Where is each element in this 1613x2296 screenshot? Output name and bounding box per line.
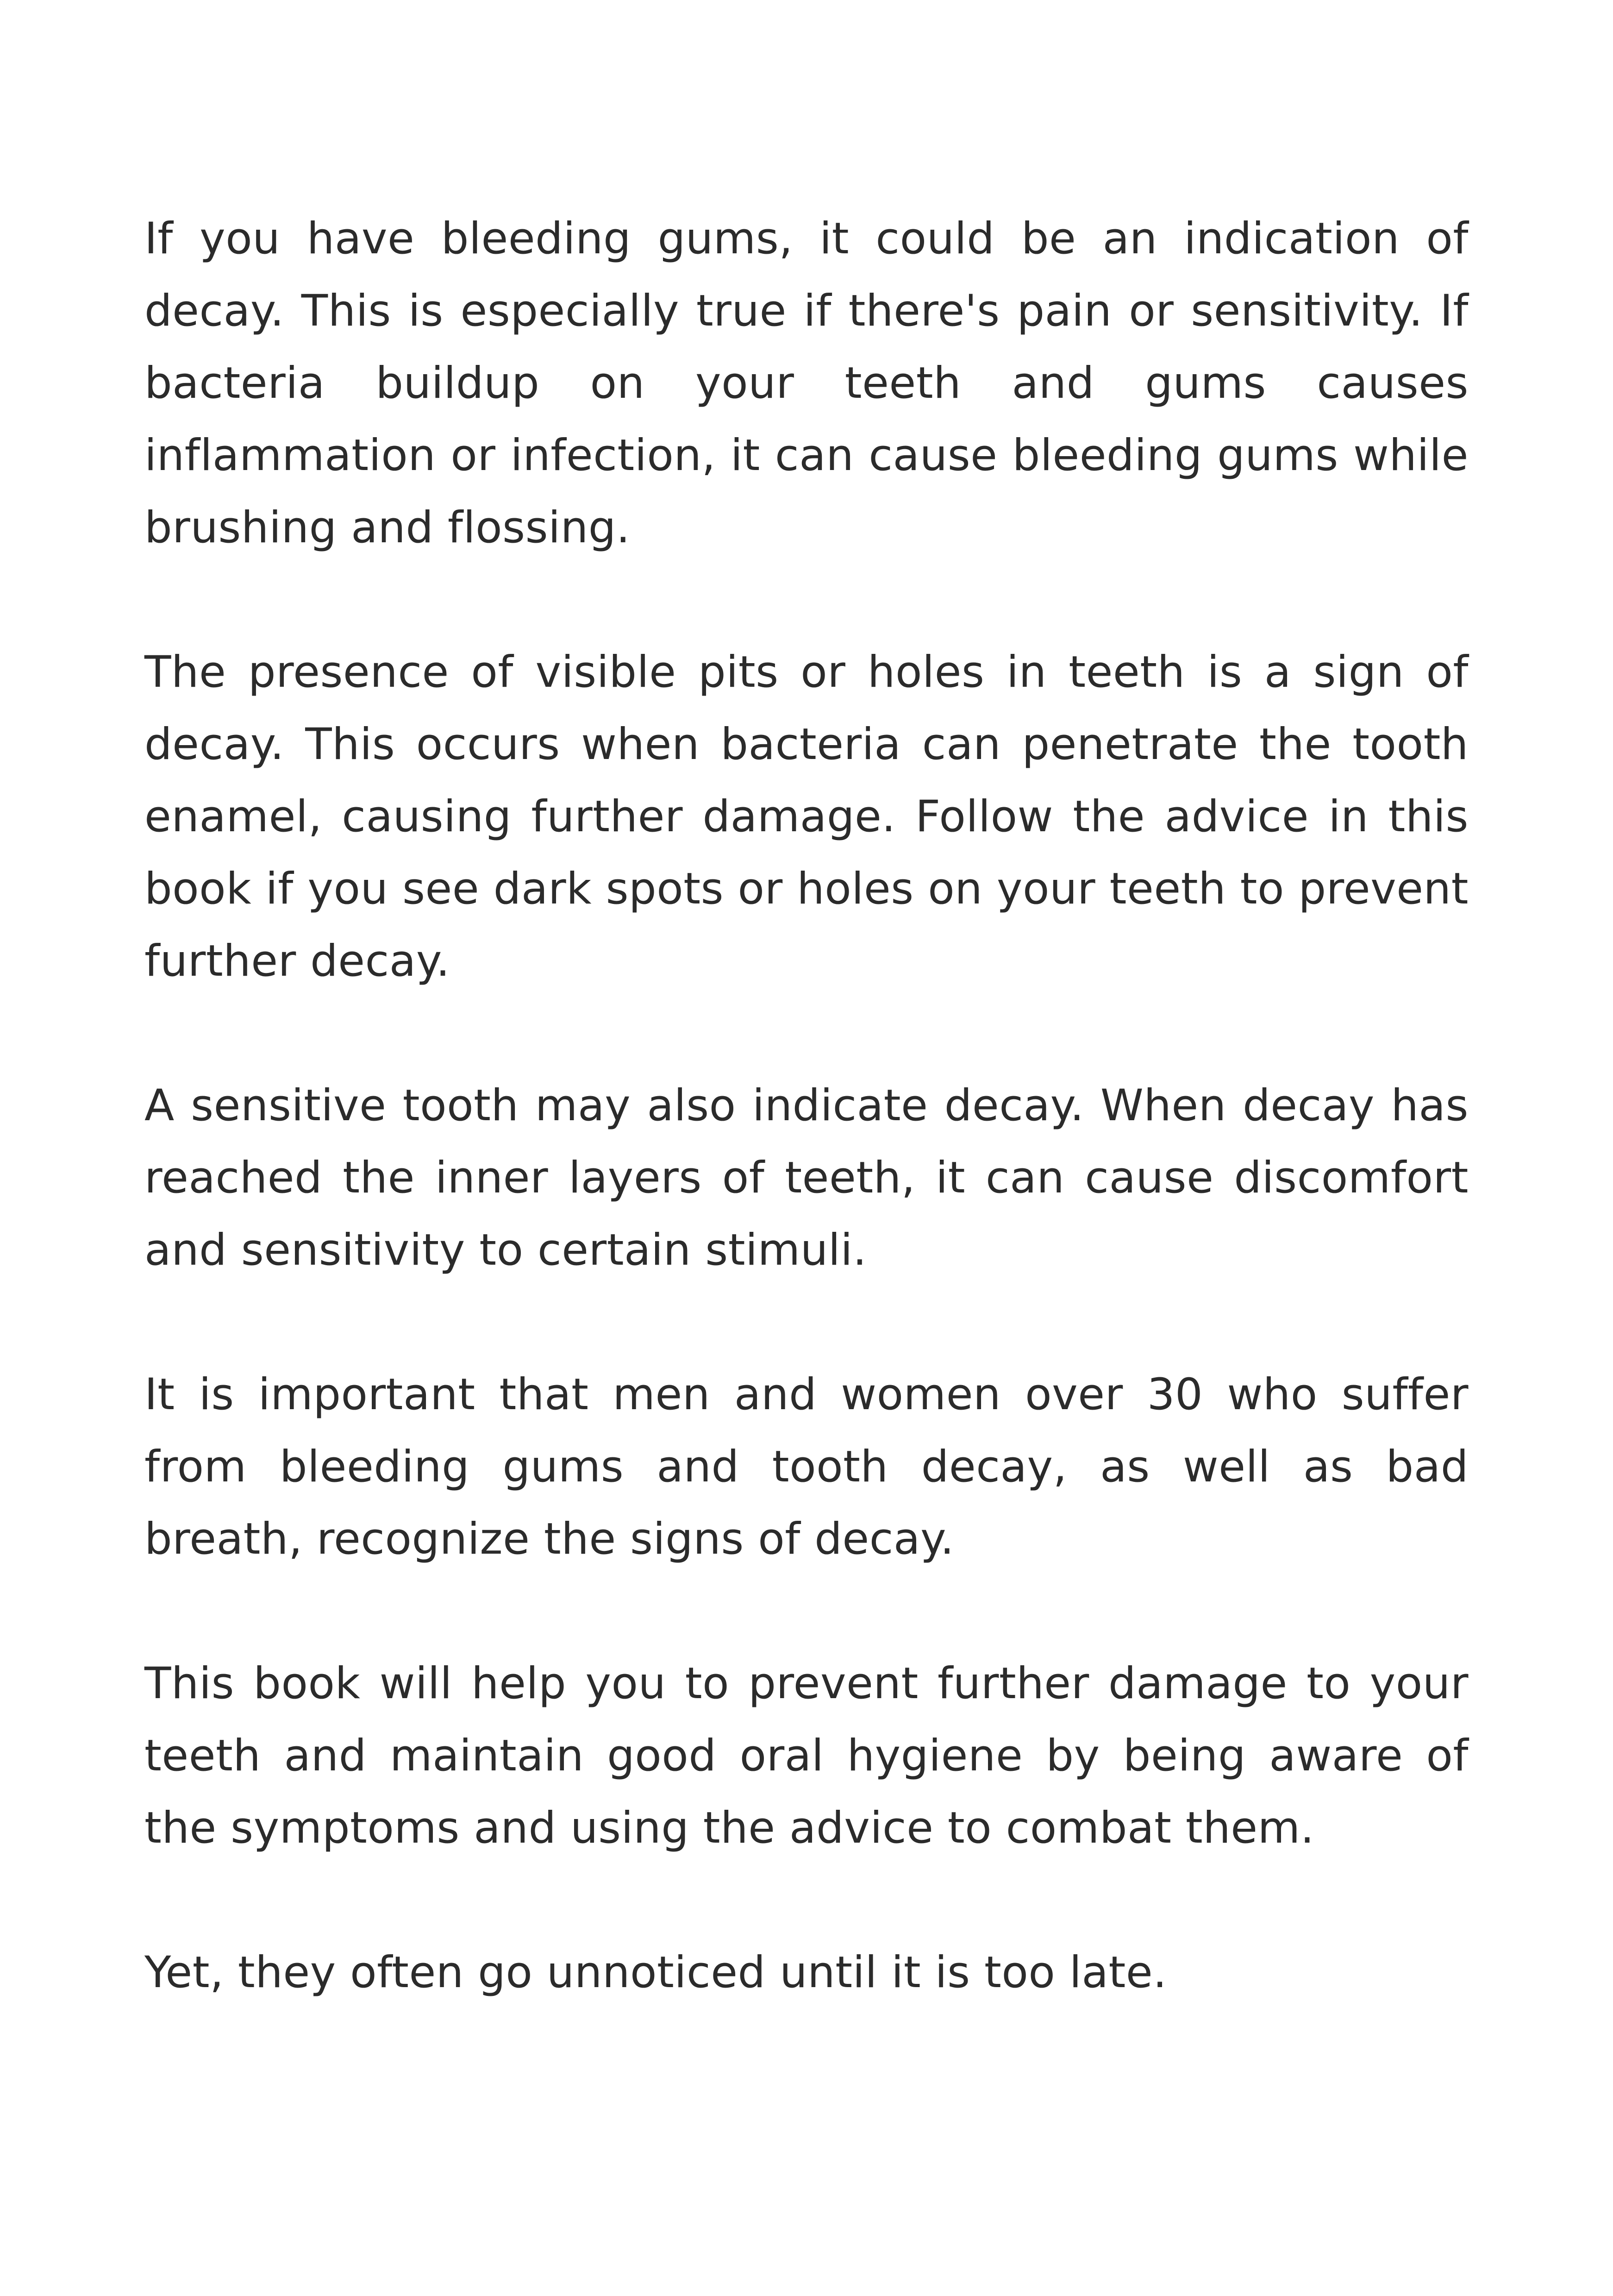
body-text [144,203,1469,2009]
paragraph-bleeding-gums: If you have bleeding gums, it could be an indication of decay. This is especially true if there's pain or sensitivity. If bacteria buildup on your teeth and gums causes inflammation or infection, it can cause bleeding gums while brushing and flossing. [144,213,1469,553]
paragraph-book-help: This book will help you to prevent further damage to your teeth and maintain good oral hygiene by being aware of the symptoms and using the advice to combat them. [144,1658,1469,1853]
paragraph-over-30: It is important that men and women over 30 who suffer from bleeding gums and tooth decay, as well as bad breath, recognize the signs of decay. [144,1369,1469,1564]
paragraph-unnoticed: Yet, they often go unnoticed until it is too late. [144,1947,1167,1998]
paragraph-pits-holes: The presence of visible pits or holes in teeth is a sign of decay. This occurs when bacteria can penetrate the tooth enamel, causing further damage. Follow the advice in this book if you see dark spots or holes on your teeth to prevent further decay. [144,647,1469,986]
paragraph-sensitive-tooth: A sensitive tooth may also indicate decay. When decay has reached the inner layers of teeth, it can cause discomfort and sensitivity to certain stimuli. [144,1080,1469,1275]
